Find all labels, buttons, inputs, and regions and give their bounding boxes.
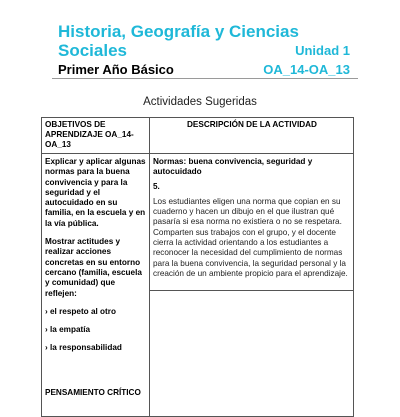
subject-title-line2: Sociales bbox=[58, 41, 127, 60]
objective-item: › la responsabilidad bbox=[45, 343, 122, 353]
skill-heading: PENSAMIENTO CRÍTICO bbox=[45, 388, 141, 397]
activities-table bbox=[41, 117, 354, 417]
activity-description-cell bbox=[153, 157, 350, 279]
header-divider bbox=[52, 78, 358, 79]
objective-item: › el respeto al otro bbox=[45, 306, 116, 316]
objective-code: OA_14-OA_13 bbox=[263, 62, 350, 77]
objectives-cell bbox=[45, 157, 147, 362]
activity-number: 5. bbox=[153, 181, 160, 191]
activity-topic: Normas: buena convivencia, seguridad y autocuidado bbox=[153, 157, 313, 177]
unit-label: Unidad 1 bbox=[295, 43, 350, 58]
activity-row-divider bbox=[150, 290, 353, 291]
objectives-column-header: OBJETIVOS DE APRENDIZAJE OA_14-OA_13 bbox=[45, 120, 134, 149]
activity-description: Los estudiantes eligen una norma que copian en su cuaderno y hacen un dibujo en el que ilustran qué pasaría si esa norma no existiera o no se respetara. Comparten sus trabajos con el grupo, y el docente cierra la actividad orientando a los estudiantes a reconocer la necesidad del cumplimiento de normas para la buena convivencia, la seguridad personal y la creación de un ambiente propicio para el aprendizaje. bbox=[153, 196, 348, 278]
description-column-header: DESCRIPCIÓN DE LA ACTIVIDAD bbox=[187, 120, 317, 129]
subject-title: Historia, Geografía y Ciencias bbox=[58, 22, 299, 41]
section-title: Actividades Sugeridas bbox=[143, 96, 257, 108]
header-row-divider bbox=[42, 153, 353, 154]
objective-item: › la empatía bbox=[45, 325, 91, 335]
objective-item: Mostrar actitudes y realizar acciones concretas en su entorno cercano (familia, escuela y comunidad) que reflejen: bbox=[45, 237, 142, 298]
column-divider bbox=[149, 118, 150, 416]
page-header bbox=[58, 22, 358, 82]
objective-item: Explicar y aplicar algunas normas para la buena convivencia y para la seguridad y el autocuidado en su familia, en la escuela y en la vía pública. bbox=[45, 157, 146, 228]
grade-label: Primer Año Básico bbox=[58, 62, 174, 77]
